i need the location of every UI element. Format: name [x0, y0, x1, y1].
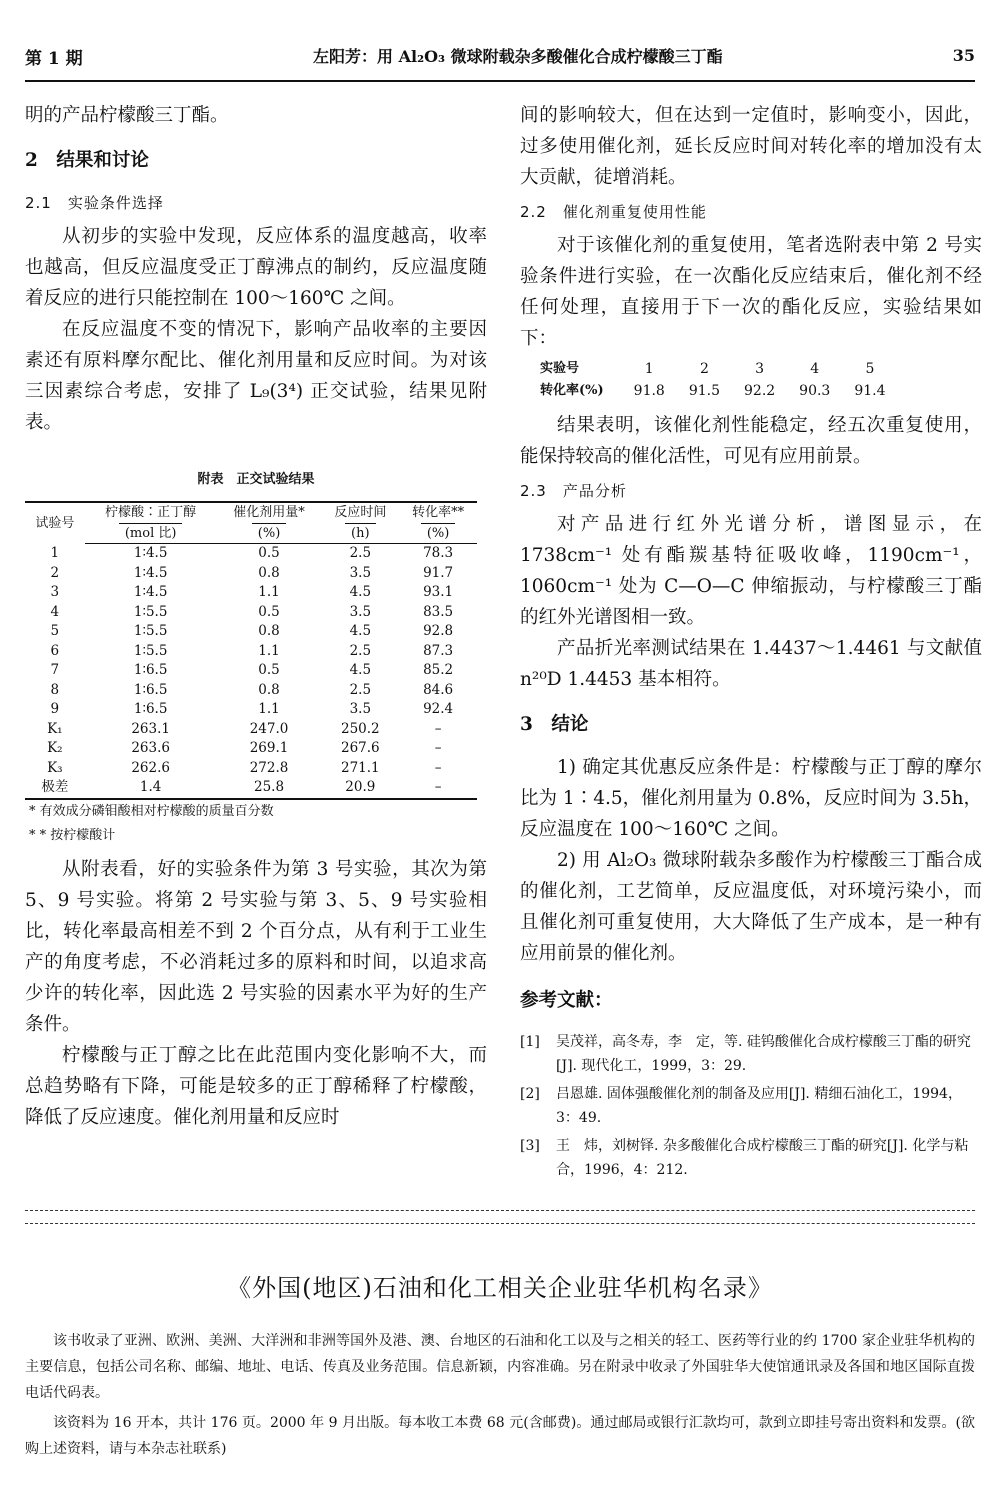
table-row: K₃ 262.6 272.8 271.1 – [47, 759, 442, 776]
references-heading: 参考文献： [520, 990, 613, 1011]
continued-paragraph: 间的影响较大，但在达到一定值时，影响变小，因此，过多使用催化剂，延长反应时间对转化率的增加没有太大贡献，徒增消耗。 [520, 105, 982, 188]
table-header: 催化剂用量* [217, 502, 322, 523]
table-unit: (%) [399, 523, 477, 544]
reference-item: [1] 吴茂祥，高冬寿，李 定，等. 硅钨酸催化合成柠檬酸三丁酯的研究[J]. 现代化工，1999，3：29. [520, 1034, 971, 1074]
paragraph: 对产品进行红外光谱分析，谱图显示，在 1738cm⁻¹ 处有酯羰基特征吸收峰，1190cm⁻¹，1060cm⁻¹ 处为 C—O—C 伸缩振动，与柠檬酸三丁酯的红外光谱图相一致。 [520, 514, 982, 628]
reuse-table [540, 358, 898, 402]
paragraph: 1) 确定其优惠反应条件是：柠檬酸与正丁醇的摩尔比为 1∶4.5，催化剂用量为 0.8%，反应时间为 3.5h，反应温度在 100～160℃ 之间。 [520, 757, 982, 840]
table-caption: 附表 正交试验结果 [197, 472, 315, 487]
page-header [25, 44, 975, 80]
table-row: 2 1∶4.5 0.8 3.5 91.7 [50, 564, 454, 581]
table-header: 柠檬酸∶正丁醇 [85, 502, 217, 523]
table-row: 5 1∶5.5 0.8 4.5 92.8 [50, 623, 454, 639]
subsection-heading-reuse: 2.2 催化剂重复使用性能 [520, 203, 707, 221]
reuse-results [540, 358, 982, 402]
results-table [25, 501, 477, 800]
table-row: 8 1∶6.5 0.8 2.5 84.6 [50, 681, 454, 698]
paragraph: 在反应温度不变的情况下，影响产品收率的主要因素还有原料摩尔配比、催化剂用量和反应时间。为对该三因素综合考虑，安排了 L₉(3⁴) 正交试验，结果见附表。 [25, 319, 487, 433]
paragraph: 产品折光率测试结果在 1.4437～1.4461 与文献值 n²⁰D 1.4453 基本相符。 [520, 638, 982, 690]
table-row: 7 1∶6.5 0.5 4.5 85.2 [50, 662, 454, 678]
table-row: 极差 1.4 25.8 20.9 – [25, 778, 477, 799]
subsection-heading-conditions: 2.1 实验条件选择 [25, 194, 164, 212]
table-row: K₁ 263.1 247.0 250.2 – [47, 720, 442, 737]
reuse-row-rate: 转化率(%) 91.8 91.5 92.2 90.3 91.4 [540, 383, 886, 399]
table-row: 9 1∶6.5 1.1 3.5 92.4 [50, 701, 454, 717]
table-row: 1 1∶4.5 0.5 2.5 78.3 [50, 544, 454, 561]
table-unit: (mol 比) [85, 523, 217, 544]
table-row: K₂ 263.6 269.1 267.6 – [47, 740, 442, 756]
paragraph: 对于该催化剂的重复使用，笔者选附表中第 2 号实验条件进行实验，在一次酯化反应结束后，催化剂不经任何处理，直接用于下一次的酯化反应，实验结果如下： [520, 235, 982, 349]
reference-item: [2] 吕恩雄. 固体强酸催化剂的制备及应用[J]. 精细石油化工，1994，3：49. [520, 1086, 962, 1126]
decorative-divider [25, 1210, 975, 1224]
notice-paragraph: 该资料为 16 开本，共计 176 页。2000 年 9 月出版。每本收工本费 68 元(含邮费)。通过邮局或银行汇款均可，款到立即挂号寄出资料和发票。(欲购上述资料，请与本杂志社联系) [25, 1415, 975, 1457]
paragraph: 从附表看，好的实验条件为第 3 号实验，其次为第 5、9 号实验。将第 2 号实验与第 3、5、9 号实验相比，转化率最高相差不到 2 个百分点，从有利于工业生产的角度考虑，不必消耗过多的原料和时间，以追求高少许的转化率，因此选 2 号实验的因素水平为好的生产条件。 [25, 858, 487, 1035]
table-row: 3 1∶4.5 1.1 4.5 93.1 [50, 584, 454, 600]
table-footnote: * * 按柠檬酸计 [29, 827, 116, 843]
issue-label: 第 1 期 [25, 49, 83, 69]
table-header: 反应时间 [321, 502, 399, 523]
subsection-heading-analysis: 2.3 产品分析 [520, 482, 627, 500]
paragraph: 柠檬酸与正丁醇之比在此范围内变化影响不大，而总趋势略有下降，可能是较多的正丁醇稀释了柠檬酸，降低了反应速度。催化剂用量和反应时 [25, 1044, 487, 1128]
section-heading-results: 2 结果和讨论 [25, 150, 149, 171]
notice-title: 《外国(地区)石油和化工相关企业驻华机构名录》 [227, 1274, 773, 1302]
paragraph: 从初步的实验中发现，反应体系的温度越高，收率也越高，但反应温度受正丁醇沸点的制约，反应温度随着反应的进行只能控制在 100～160℃ 之间。 [25, 226, 487, 309]
table-header: 试验号 [25, 502, 85, 544]
table-row: 6 1∶5.5 1.1 2.5 87.3 [50, 642, 454, 659]
continued-paragraph: 明的产品柠檬酸三丁酯。 [25, 105, 229, 126]
table-unit: (%) [217, 523, 322, 544]
orthogonal-table [25, 464, 487, 848]
table-footnote: * 有效成分磷钼酸相对柠檬酸的质量百分数 [29, 803, 274, 819]
notice-paragraph: 该书收录了亚洲、欧洲、美洲、大洋洲和非洲等国外及港、澳、台地区的石油和化工以及与之相关的轻工、医药等行业的约 1700 家企业驻华机构的主要信息，包括公司名称、邮编、地址、电话、传真及业务范围。信息新颖，内容准确。另在附录中收录了外国驻华大使馆通讯录及各国和地区国际直拨电话代码表。 [25, 1333, 975, 1401]
right-column [520, 100, 982, 1186]
running-title: 左阳芳：用 Al₂O₃ 微球附载杂多酸催化合成柠檬酸三丁酯 [313, 47, 723, 66]
paragraph: 结果表明，该催化剂性能稳定，经五次重复使用，能保持较高的催化活性，可见有应用前景。 [520, 415, 982, 467]
page-number: 35 [952, 46, 975, 65]
table-row: 4 1∶5.5 0.5 3.5 83.5 [50, 603, 454, 620]
paragraph: 2) 用 Al₂O₃ 微球附载杂多酸作为柠檬酸三丁酯合成的催化剂，工艺简单，反应温度低，对环境污染小，而且催化剂可重复使用，大大降低了生产成本，是一种有应用前景的催化剂。 [520, 850, 982, 964]
table-unit: (h) [321, 523, 399, 544]
reference-item: [3] 王 炜，刘树铎. 杂多酸催化合成柠檬酸三丁酯的研究[J]. 化学与粘合，1996，4：212. [520, 1138, 969, 1178]
reuse-row-number: 实验号 1 2 3 4 5 [540, 361, 875, 377]
table-header: 转化率** [399, 502, 477, 523]
left-column [25, 100, 487, 1133]
section-heading-conclusion: 3 结论 [520, 714, 589, 735]
header-rule [25, 80, 975, 82]
